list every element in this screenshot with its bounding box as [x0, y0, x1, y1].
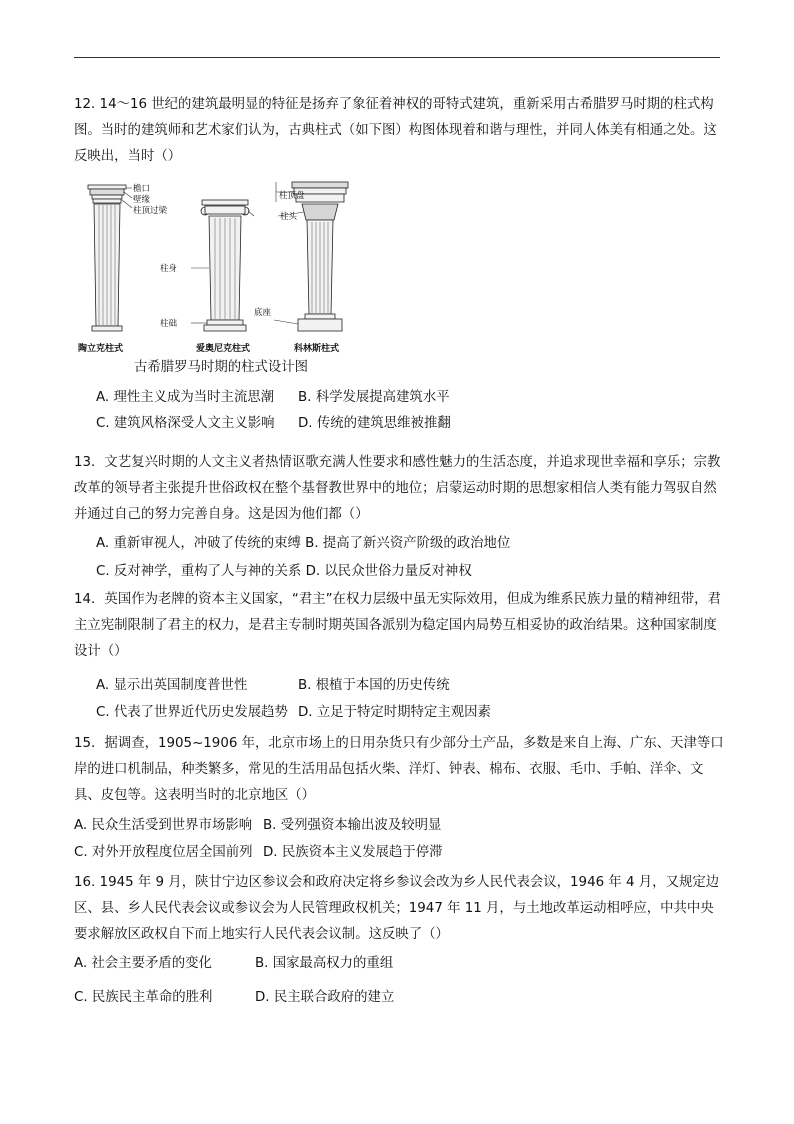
name-ionic: 爱奥尼克柱式 — [196, 344, 251, 354]
column-orders-figure — [74, 178, 356, 358]
q12-option-c[interactable]: C. 建筑风格深受人文主义影响 — [96, 416, 275, 431]
q12-option-b[interactable]: B. 科学发展提高建筑水平 — [298, 390, 450, 405]
label-cornice: 檐口 — [133, 184, 151, 194]
q12-option-a[interactable]: A. 理性主义成为当时主流思潮 — [96, 390, 275, 405]
question-14-stem: 14．英国作为老牌的资本主义国家，“君主”在权力层级中虽无实际效用，但成为维系民族力量的精神纽带，君主立宪制限制了君主的权力，是君主专制时期英国各派别为稳定国内局势互相妥协的政治结果。这种国家制度设计（） — [74, 592, 721, 659]
q15-option-d[interactable]: D. 民族资本主义发展趋于停滞 — [263, 845, 443, 860]
q13-options-cd[interactable]: C. 反对神学，重构了人与神的关系 D. 以民众世俗力量反对神权 — [96, 564, 472, 579]
header-rule — [74, 57, 720, 58]
q13-options-ab[interactable]: A. 重新审视人，冲破了传统的束缚 B. 提高了新兴资产阶级的政治地位 — [96, 536, 511, 551]
q14-option-c[interactable]: C. 代表了世界近代历史发展趋势 — [96, 705, 288, 720]
q16-option-c[interactable]: C. 民族民主革命的胜利 — [74, 990, 213, 1005]
question-16-stem: 16. 1945 年 9 月，陕甘宁边区参议会和政府决定将乡参议会改为乡人民代表会议，1946 年 4 月，又规定边区、县、乡人民代表会议或参议会为人民管理政权机关；1947 年 11 月，与土地改革运动相呼应，中共中央要求解放区政权自下而上地实行人民代表会议制。这反映了（） — [74, 875, 720, 942]
q16-option-a[interactable]: A. 社会主要矛盾的变化 — [74, 956, 212, 971]
q16-option-d[interactable]: D. 民主联合政府的建立 — [255, 990, 395, 1005]
label-architrave: 柱顶过梁 — [133, 206, 168, 216]
question-13-stem: 13．文艺复兴时期的人文主义者热情讴歌充满人性要求和感性魅力的生活态度，并追求现世幸福和享乐；宗教改革的领导者主张提升世俗政权在整个基督教世界中的地位；启蒙运动时期的思想家相信人类有能力驾驭自然并通过自己的努力完善自身。这是因为他们都（） — [74, 455, 721, 522]
label-shaft: 柱身 — [160, 264, 178, 274]
label-capital: 柱头 — [280, 212, 298, 222]
name-corinthian: 科林斯柱式 — [294, 344, 340, 354]
q12-option-d[interactable]: D. 传统的建筑思维被推翻 — [298, 416, 451, 431]
question-15-stem: 15．据调查，1905~1906 年，北京市场上的日用杂货只有少部分土产品，多数是来自上海、广东、天津等口岸的进口机制品，种类繁多，常见的生活用品包括火柴、洋灯、钟表、棉布、衣服、毛巾、手帕、洋伞、文具、皮包等。这表明当时的北京地区（） — [74, 736, 724, 803]
question-12-stem: 12. 14～16 世纪的建筑最明显的特征是扬弃了象征着神权的哥特式建筑，重新采用古希腊罗马时期的柱式构图。当时的建筑师和艺术家们认为，古典柱式（如下图）构图体现着和谐与理性，并同人体美有相通之处。这反映出，当时（） — [74, 97, 717, 164]
figure-caption: 古希腊罗马时期的柱式设计图 — [134, 360, 309, 375]
q16-option-b[interactable]: B. 国家最高权力的重组 — [255, 956, 394, 971]
q15-option-a[interactable]: A. 民众生活受到世界市场影响 — [74, 818, 253, 833]
q14-option-b[interactable]: B. 根植于本国的历史传统 — [298, 678, 450, 693]
label-base: 柱础 — [160, 319, 178, 329]
label-frieze: 壁缘 — [133, 195, 151, 205]
label-pedestal: 底座 — [254, 308, 272, 318]
q15-option-c[interactable]: C. 对外开放程度位居全国前列 — [74, 845, 253, 860]
name-doric: 陶立克柱式 — [78, 344, 124, 354]
q14-option-a[interactable]: A. 显示出英国制度普世性 — [96, 678, 248, 693]
q15-option-b[interactable]: B. 受列强资本输出波及较明显 — [263, 818, 442, 833]
label-abacus: 柱顶盘 — [279, 191, 305, 201]
q14-option-d[interactable]: D. 立足于特定时期特定主观因素 — [298, 705, 491, 720]
